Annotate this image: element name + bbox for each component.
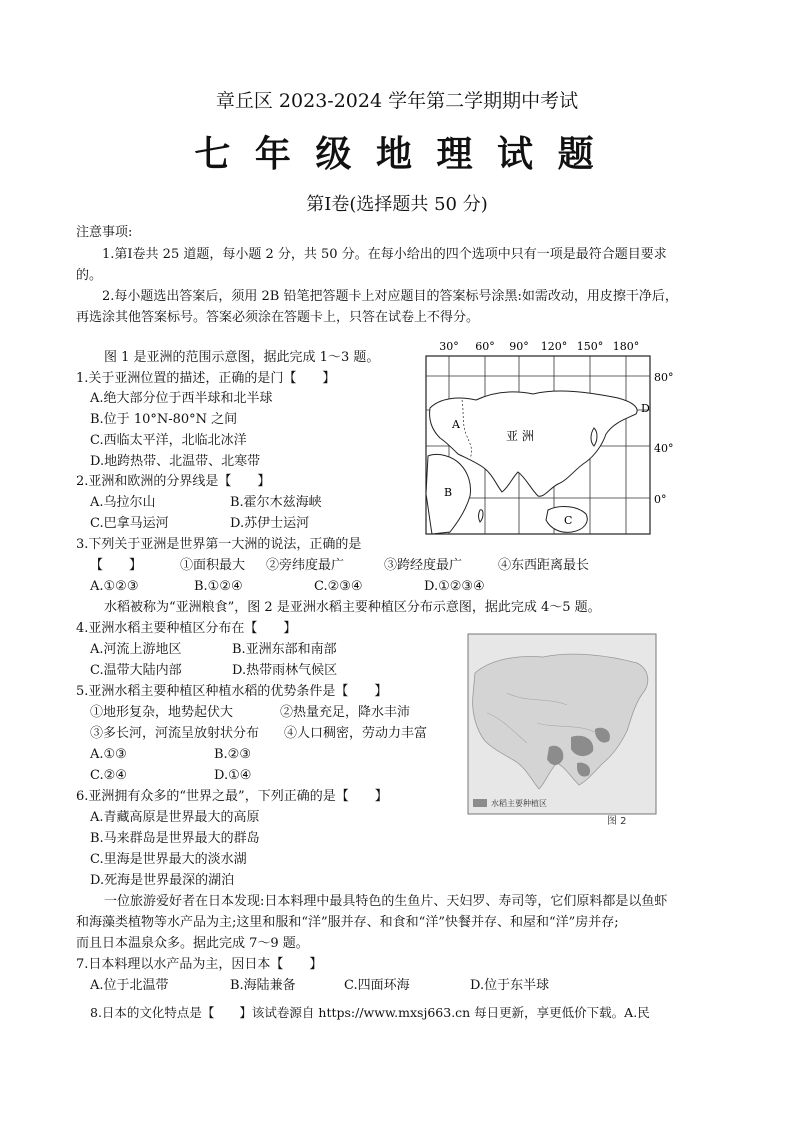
q7-option-d: D.位于东半球 xyxy=(470,978,550,993)
q1-option-b: B.位于 10°N-80°N 之间 xyxy=(90,412,238,427)
q5-option-a: A.①③ xyxy=(90,747,127,762)
q1-option-c: C.西临太平洋，北临北冰洋 xyxy=(90,433,247,448)
q4-option-a: A.河流上游地区 xyxy=(90,642,182,657)
q4-stem: 4.亚洲水稻主要种植区分布在【 】 xyxy=(76,621,297,636)
q3-item-4: ④东西距离最长 xyxy=(498,558,590,573)
q4-option-c: C.温带大陆内部 xyxy=(90,663,182,678)
lat-label-40: 40° xyxy=(654,442,674,455)
q7-option-a: A.位于北温带 xyxy=(90,978,169,993)
intro-3-line-1: 一位旅游爱好者在日本发现:日本料理中最具特色的生鱼片、天妇罗、寿司等，它们原料都是以鱼虾 xyxy=(104,894,668,909)
q6-option-c: C.里海是世界最大的淡水湖 xyxy=(90,852,247,867)
q1-stem: 1.关于亚洲位置的描述，正确的是门【 】 xyxy=(76,371,336,386)
exam-title: 章丘区 2023-2024 学年第二学期期中考试 xyxy=(215,90,579,112)
q6-stem: 6.亚洲拥有众多的“世界之最”，下列正确的是【 】 xyxy=(76,789,388,804)
notes-heading: 注意事项: xyxy=(76,225,133,240)
q3-item-1: ①面积最大 xyxy=(180,558,246,573)
q5-stem: 5.亚洲水稻主要种植区种植水稻的优势条件是【 】 xyxy=(76,684,388,699)
q1-option-a: A.绝大部分位于西半球和北半球 xyxy=(90,391,273,406)
q2-option-b: B.霍尔木兹海峡 xyxy=(230,495,322,510)
map2-caption: 图 2 xyxy=(607,816,627,827)
section-title: 第Ⅰ卷(选择题共 50 分) xyxy=(306,194,488,215)
continent-label: 亚 洲 xyxy=(506,429,534,443)
q7-option-c: C.四面环海 xyxy=(344,978,410,993)
q5-option-c: C.②④ xyxy=(90,768,127,783)
q3-option-a: A.①②③ xyxy=(90,579,139,594)
subject-title: 七 年 级 地 理 试 题 xyxy=(194,133,600,175)
q3-item-3: ③跨经度最广 xyxy=(384,558,463,573)
lon-label-60: 60° xyxy=(475,340,495,353)
q5-item-3: ③多长河，河流呈放射状分布 xyxy=(90,726,260,741)
q3-bracket: 【 】 xyxy=(90,558,143,573)
notes-item-1: 1.第Ⅰ卷共 25 道题，每小题 2 分，共 50 分。在每小给出的四个选项中只有一项是最符合题目要求 xyxy=(102,247,667,262)
lon-label-90: 90° xyxy=(509,340,529,353)
q3-stem: 3.下列关于亚洲是世界第一大洲的说法，正确的是 xyxy=(76,537,362,552)
lon-label-180: 180° xyxy=(612,340,640,353)
notes-item-1-end: 的。 xyxy=(76,268,103,283)
lon-label-150: 150° xyxy=(576,340,604,353)
q3-option-d: D.①②③④ xyxy=(424,579,485,594)
label-a: A xyxy=(452,418,460,431)
lat-label-80: 80° xyxy=(654,371,674,384)
q2-option-d: D.苏伊士运河 xyxy=(230,516,310,531)
q5-option-b: B.②③ xyxy=(214,747,251,762)
q6-option-a: A.青藏高原是世界最大的高原 xyxy=(90,810,260,825)
q5-option-d: D.①④ xyxy=(214,768,252,783)
q7-option-b: B.海陆兼备 xyxy=(230,978,296,993)
lon-label-30: 30° xyxy=(439,340,459,353)
q8-stem: 8.日本的文化特点是【 】该试卷源自 https://www.mxsj663.cn 每日更新，享更低价下载。A.民 xyxy=(90,1005,650,1020)
notes-item-2: 2.每小题选出答案后，须用 2B 铅笔把答题卡上对应题目的答案标号涂黑:如需改动，用皮擦干净后， xyxy=(102,289,678,304)
q4-option-b: B.亚洲东部和南部 xyxy=(232,642,337,657)
q6-option-b: B.马来群岛是世界最大的群岛 xyxy=(90,831,260,846)
lat-label-0: 0° xyxy=(654,493,667,506)
label-c: C xyxy=(564,514,573,527)
intro-1: 图 1 是亚洲的范围示意图，据此完成 1～3 题。 xyxy=(104,350,380,365)
q5-item-4: ④人口稠密，劳动力丰富 xyxy=(284,726,428,741)
legend-label: 水稻主要种植区 xyxy=(491,799,547,808)
rice-area-map xyxy=(467,633,657,828)
q2-option-c: C.巴拿马运河 xyxy=(90,516,169,531)
q5-item-2: ②热量充足，降水丰沛 xyxy=(280,705,411,720)
madagascar-outline xyxy=(479,510,484,522)
intro-3-line-2: 和海藻类植物等水产品为主;这里和服和“洋”服并存、和食和“洋”快餐并存、和屋和“洋”房并存; xyxy=(76,915,619,930)
q7-stem: 7.日本料理以水产品为主，因日本【 】 xyxy=(76,957,323,972)
q6-option-d: D.死海是世界最深的湖泊 xyxy=(90,873,235,888)
q2-option-a: A.乌拉尔山 xyxy=(90,495,156,510)
q1-option-d: D.地跨热带、北温带、北寒带 xyxy=(90,454,261,469)
q4-option-d: D.热带雨林气候区 xyxy=(232,663,338,678)
lon-label-120: 120° xyxy=(540,340,568,353)
intro-3-line-3: 而且日本温泉众多。据此完成 7～9 题。 xyxy=(76,936,309,951)
asia-range-map xyxy=(418,338,680,538)
label-d: D xyxy=(641,402,650,415)
intro-2: 水稻被称为“亚洲粮食”，图 2 是亚洲水稻主要种植区分布示意图，据此完成 4～5 题。 xyxy=(104,600,601,615)
legend-swatch xyxy=(473,799,487,807)
notes-item-2-end: 再选涂其他答案标号。答案必须涂在答题卡上，只答在试卷上不得分。 xyxy=(76,310,480,325)
q3-option-c: C.②③④ xyxy=(314,579,363,594)
q3-option-b: B.①②④ xyxy=(194,579,243,594)
q3-item-2: ②旁纬度最广 xyxy=(266,558,345,573)
label-b: B xyxy=(444,486,453,499)
q2-stem: 2.亚洲和欧洲的分界线是【 】 xyxy=(76,474,271,489)
q5-item-1: ①地形复杂，地势起伏大 xyxy=(90,705,234,720)
